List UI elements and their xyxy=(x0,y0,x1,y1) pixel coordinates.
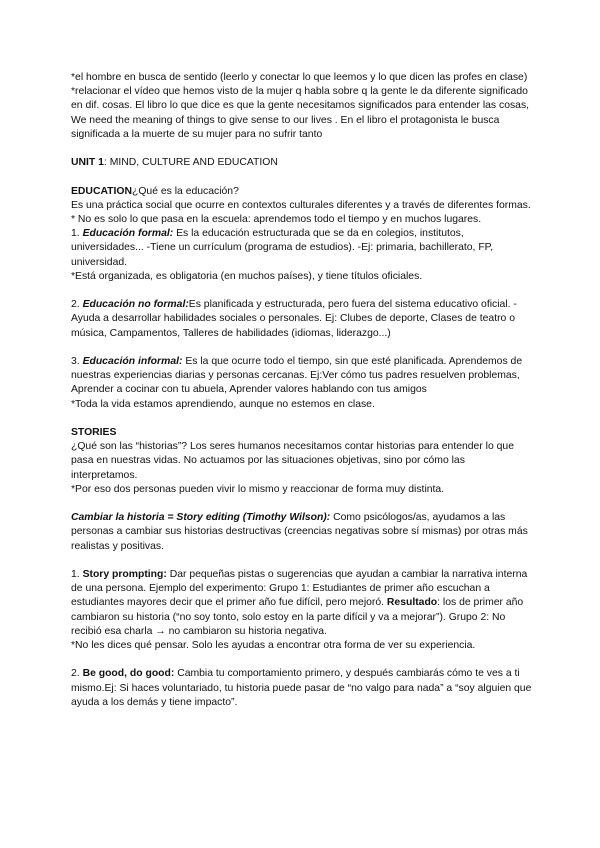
be-good-text: Cambia tu comportamiento primero, y después cambiarás cómo te ves a ti mismo.Ej: Si haces voluntariado, tu historia puede pasar de “no valgo para nada” a “soy alguien que ayuda a los demás y tiene impacto”. xyxy=(71,668,532,708)
non-formal-term: Educación no formal: xyxy=(82,299,189,311)
formal-number: 1. xyxy=(71,228,83,240)
stories-note: *Por eso dos personas pueden vivir lo mismo y reaccionar de forma muy distinta. xyxy=(71,483,445,495)
story-editing-item xyxy=(71,511,533,554)
informal-term: Educación informal: xyxy=(82,356,183,367)
prompting-text: Dar pequeñas pistas o sugerencias que ayudan a cambiar la narrativa interna de una persona. Ejemplo del experimento: Grupo 1: Estudiantes de primer año escuchan a estudiantes mayores decir que el primer año fue difícil, pero mejoró. xyxy=(71,569,528,609)
education-heading xyxy=(71,185,533,199)
informal-education-item xyxy=(71,355,533,398)
informal-text: Es la que ocurre todo el tiempo, sin que esté planificada. Aprendemos de nuestras experiencias diarias y personas cercanas. Ej:Ver cómo tus padres resuelven problemas, Aprender a cocinar con tu abuela, Aprender valores hablando con tus amigos xyxy=(71,356,523,396)
stories-heading xyxy=(71,426,533,440)
non-formal-education-item xyxy=(71,298,533,341)
prompting-number: 1. xyxy=(71,569,83,580)
prompting-term: Story prompting: xyxy=(82,569,167,580)
formal-note: *Está organizada, es obligatoria (en muchos países), y tiene títulos oficiales. xyxy=(71,270,423,282)
informal-note: *Toda la vida estamos aprendiendo, aunque no estemos en clase. xyxy=(71,398,375,410)
story-editing-term: Cambiar la historia = Story editing (Timothy Wilson): xyxy=(71,512,331,524)
unit-title: : MIND, CULTURE AND EDUCATION xyxy=(103,157,278,169)
result-text: : los de primer año cambiaron su historia (“no soy tonto, solo estoy en la parte difícil y va a mejorar”). Grupo 2: No recibió esa charla → no cambiaron su historia negativa. xyxy=(71,597,524,637)
unit-heading xyxy=(71,156,533,170)
unit-label: UNIT 1 xyxy=(71,157,104,169)
informal-number: 3. xyxy=(71,356,83,367)
story-editing-text: Como psicólogos/as, ayudamos a las personas a cambiar sus historias destructivas (creencias negativas sobre sí mismas) por otras más realistas y positivas. xyxy=(71,512,528,552)
be-good-number: 2. xyxy=(71,668,83,680)
intro-paragraph: *el hombre en busca de sentido (leerlo y conectar lo que leemos y lo que dicen las profes en clase) *relacionar el vídeo que hemos visto de la mujer q habla sobre q la gente le da diferente significado en dif. cosas. El libro lo que dice es que la gente necesitamos significados para entender las cosas, We need the meaning of things to give sense to our lives . En el libro el protagonista le busca significada a la muerte de su mujer para no sufrir tanto xyxy=(71,72,530,140)
non-formal-text: Es planificada y estructurada, pero fuera del sistema educativo oficial. -Ayuda a desarrollar habilidades sociales o personales. Ej: Clubes de deporte, Clases de teatro o música, Campamentos, Talleres de habilidades (idiomas, liderazgo...) xyxy=(71,299,517,339)
non-formal-number: 2. xyxy=(71,299,83,311)
education-label: EDUCATION xyxy=(71,185,132,197)
education-definition: Es una práctica social que ocurre en contextos culturales diferentes y a través de diferentes formas. xyxy=(71,199,531,211)
formal-term: Educación formal: xyxy=(82,228,174,240)
education-note: * No es solo lo que pasa en la escuela: aprendemos todo el tiempo y en muchos lugares. xyxy=(71,214,482,225)
formal-text: Es la educación estructurada que se da en colegios, institutos, universidades... -Tiene un currículum (programa de estudios). -Ej: primaria, bachillerato, FP, universidad. xyxy=(71,228,494,268)
be-good-term: Be good, do good: xyxy=(82,668,175,680)
story-prompting-item xyxy=(71,568,533,639)
prompting-note: *No les dices qué pensar. Solo les ayudas a encontrar otra forma de ver su experiencia. xyxy=(71,640,476,652)
be-good-item xyxy=(71,667,533,710)
education-question: ¿Qué es la educación? xyxy=(132,185,239,197)
stories-label: STORIES xyxy=(71,427,117,438)
document-page xyxy=(71,71,533,710)
result-label: Resultado xyxy=(386,597,438,609)
formal-education-item xyxy=(71,227,533,270)
stories-text: ¿Qué son las “historias”? Los seres humanos necesitamos contar historias para entender lo que pasa en nuestras vidas. No actuamos por las situaciones objetivas, sino por cómo las interpretamos. xyxy=(71,441,514,481)
